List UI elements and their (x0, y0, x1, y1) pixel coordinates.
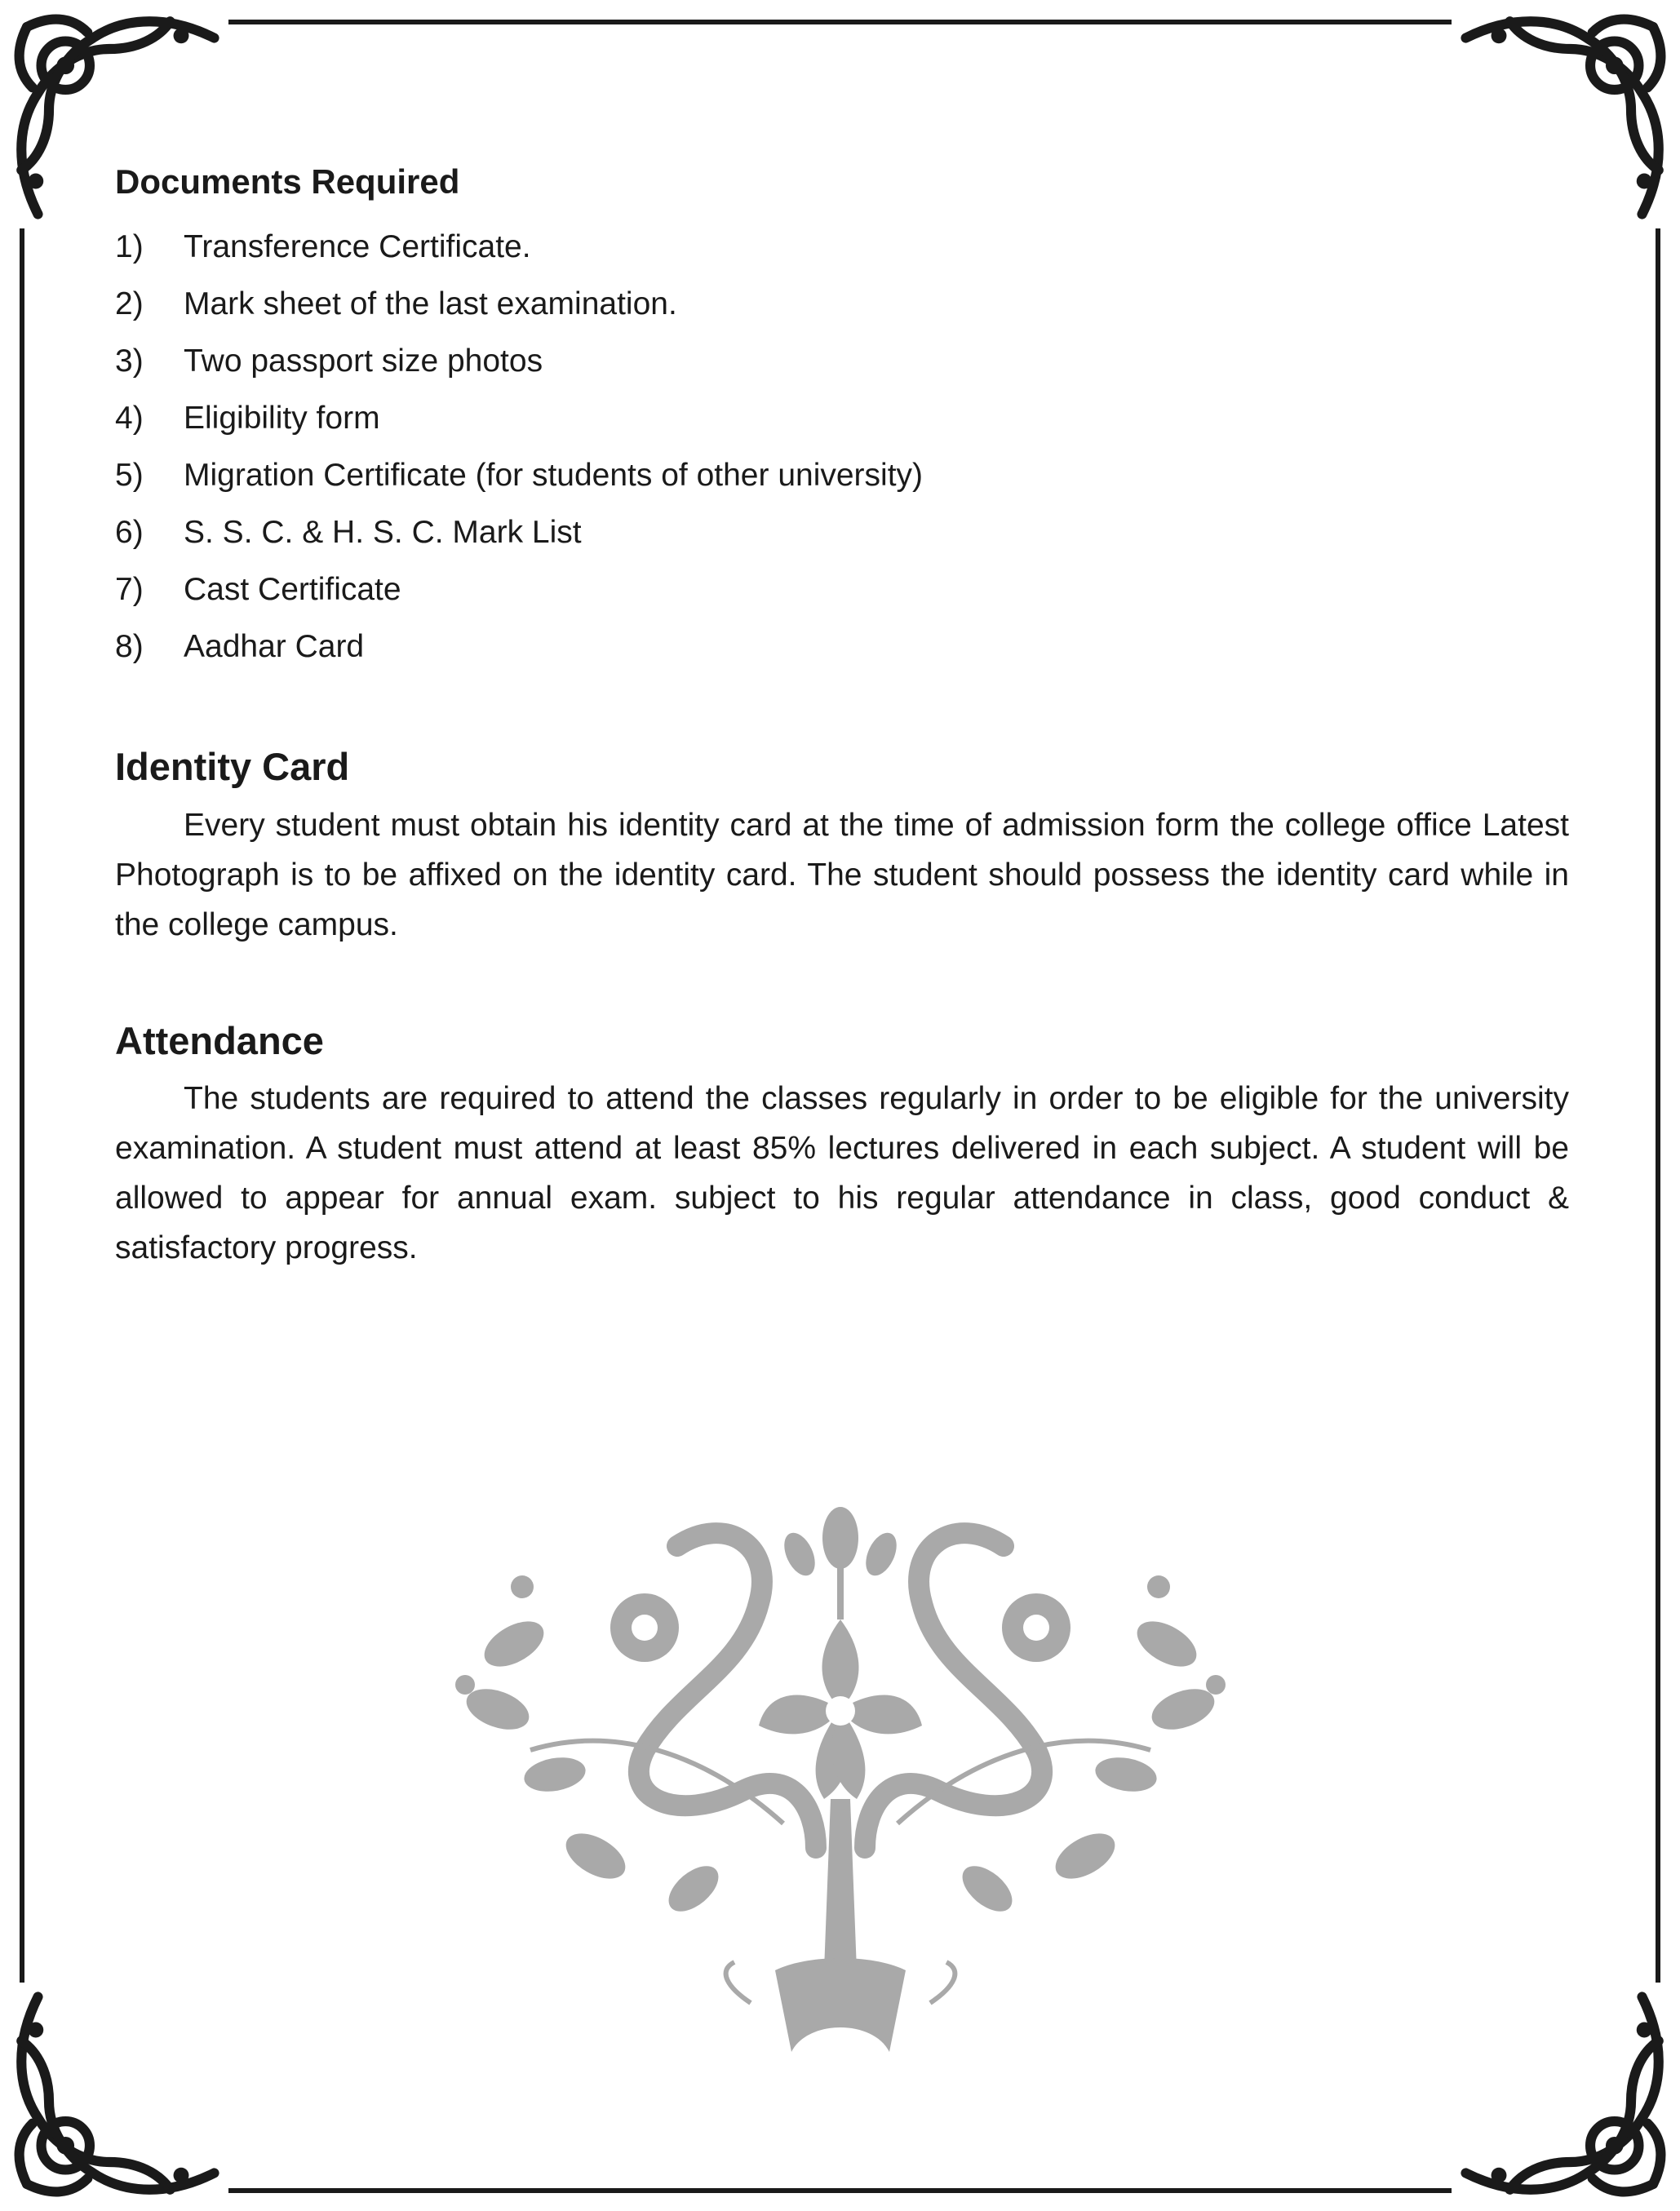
list-item-text: Aadhar Card (184, 629, 365, 665)
identity-card-paragraph: Every student must obtain his identity card at the time of admission form the college office Latest Photograph is to be affixed on the identity card. The student should possess the identity card while in the college campus. (115, 807, 1569, 942)
frame-top-border (228, 20, 1452, 24)
list-item-number: 2) (115, 286, 144, 322)
list-item-number: 1) (115, 229, 144, 265)
corner-ornament-bottom-right (1455, 1986, 1675, 2206)
attendance-paragraph: The students are required to attend the classes regularly in order to be eligible for the university examination. A student must attend at least 85% lectures delivered in each subject. A student will be allowed to appear for annual exam. subject to his regular attendance in class, good conduct & satisfactory progress. (115, 1081, 1569, 1266)
identity-card-heading: Identity Card (115, 745, 350, 789)
list-item-text: Two passport size photos (184, 343, 543, 379)
list-item-text: Transference Certificate. (184, 229, 531, 265)
list-item (115, 504, 1569, 561)
identity-card-section (115, 744, 1569, 949)
list-item (115, 447, 1569, 504)
list-item-number: 6) (115, 515, 144, 551)
frame-left-border (20, 228, 24, 1983)
documents-heading: Documents Required (115, 162, 460, 201)
list-item (115, 390, 1569, 447)
frame-right-border (1656, 228, 1660, 1983)
list-item (115, 276, 1569, 333)
list-item (115, 219, 1569, 276)
list-item-number: 8) (115, 629, 144, 665)
documents-section (115, 162, 1569, 676)
frame-bottom-border (228, 2188, 1452, 2193)
list-item-text: Eligibility form (184, 401, 380, 436)
list-item-text: Cast Certificate (184, 572, 401, 608)
list-item-text: S. S. C. & H. S. C. Mark List (184, 515, 582, 551)
list-item (115, 618, 1569, 676)
list-item-text: Mark sheet of the last examination. (184, 286, 677, 322)
list-item-number: 5) (115, 458, 144, 494)
list-item (115, 333, 1569, 390)
page-content (115, 162, 1569, 1273)
floral-ornament (428, 1481, 1252, 2068)
list-item (115, 561, 1569, 618)
attendance-heading: Attendance (115, 1018, 324, 1062)
corner-ornament-bottom-left (5, 1986, 225, 2206)
list-item-number: 3) (115, 343, 144, 379)
list-item-text: Migration Certificate (for students of other university) (184, 458, 924, 494)
documents-list (115, 219, 1569, 676)
attendance-section (115, 1018, 1569, 1273)
list-item-number: 7) (115, 572, 144, 608)
list-item-number: 4) (115, 401, 144, 436)
